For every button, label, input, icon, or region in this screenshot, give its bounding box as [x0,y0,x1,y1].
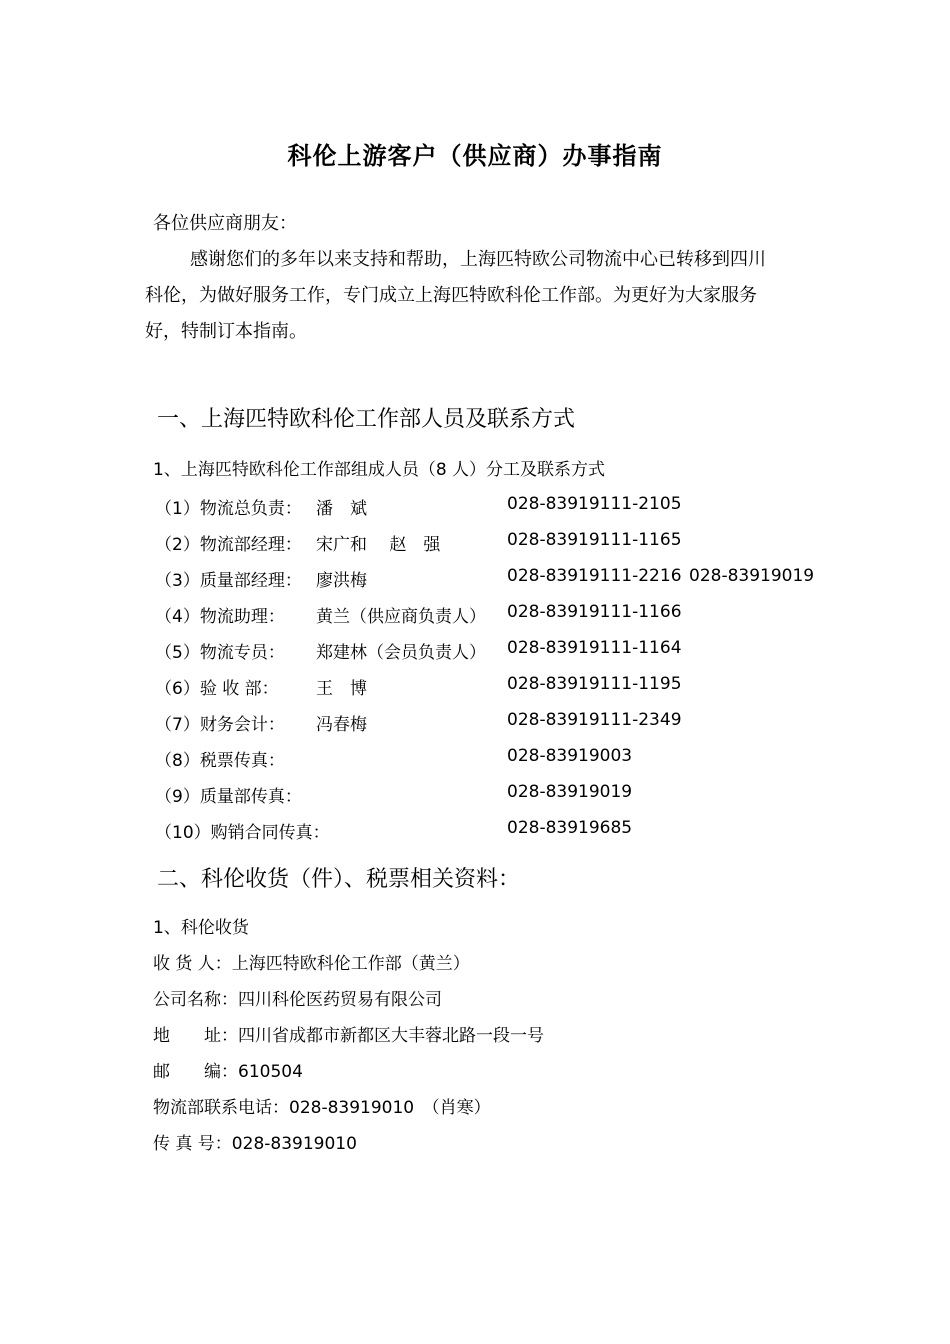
person-name: 宋广和 赵 强 [316,535,441,555]
role-label: （7）财务会计： [155,715,285,735]
role-label: （5）物流专员： [155,643,285,663]
section-heading: 一、上海匹特欧科伦工作部人员及联系方式 [157,407,576,432]
company-name-line: 公司名称：四川科伦医药贸易有限公司 [153,990,442,1010]
document-title: 科伦上游客户（供应商）办事指南 [287,142,663,170]
phone-line: 物流部联系电话：028-83919010 （肖寒） [153,1098,491,1118]
receiver-line: 收 货 人：上海匹特欧科伦工作部（黄兰） [153,954,470,974]
phone-number: 028-83919685 [507,818,633,838]
postcode-line: 邮 编：610504 [153,1062,303,1082]
role-label: （3）质量部经理： [155,571,302,591]
role-label: （4）物流助理： [155,607,285,627]
subsection-heading: 1、上海匹特欧科伦工作部组成人员（8 人）分工及联系方式 [153,460,606,480]
phone-number: 028-83919111-2216 [507,566,682,586]
fax-line: 传 真 号：028-83919010 [153,1134,357,1154]
phone-number: 028-83919111-1164 [507,638,682,658]
phone-number: 028-83919003 [507,746,633,766]
greeting: 各位供应商朋友： [153,213,297,234]
person-name: 黄兰（供应商负责人） [316,607,486,627]
person-name: 廖洪梅 [316,571,367,591]
intro-line: 好，特制订本指南。 [145,321,307,342]
section-heading: 二、科伦收货（件）、税票相关资料： [157,867,521,892]
role-label: （8）税票传真： [155,751,285,771]
person-name: 王 博 [316,679,367,699]
role-label: （10）购销合同传真： [155,823,330,843]
role-label: （6）验 收 部： [155,679,279,699]
phone-number: 028-83919111-1195 [507,674,682,694]
person-name: 郑建林（会员负责人） [316,643,486,663]
subsection-heading: 1、科伦收货 [153,918,249,938]
phone-number: 028-83919111-1166 [507,602,682,622]
address-line: 地 址：四川省成都市新都区大丰蓉北路一段一号 [153,1026,544,1046]
role-label: （1）物流总负责： [155,499,302,519]
phone-number: 028-83919019 [507,782,633,802]
fax-number: 028-83919019 [689,566,815,586]
person-name: 潘 斌 [316,499,367,519]
phone-number: 028-83919111-1165 [507,530,682,550]
role-label: （9）质量部传真： [155,787,302,807]
intro-line: 感谢您们的多年以来支持和帮助，上海匹特欧公司物流中心已转移到四川 [190,249,766,270]
phone-number: 028-83919111-2349 [507,710,682,730]
person-name: 冯春梅 [316,715,367,735]
role-label: （2）物流部经理： [155,535,302,555]
intro-line: 科伦，为做好服务工作，专门成立上海匹特欧科伦工作部。为更好为大家服务 [145,285,757,306]
phone-number: 028-83919111-2105 [507,494,682,514]
